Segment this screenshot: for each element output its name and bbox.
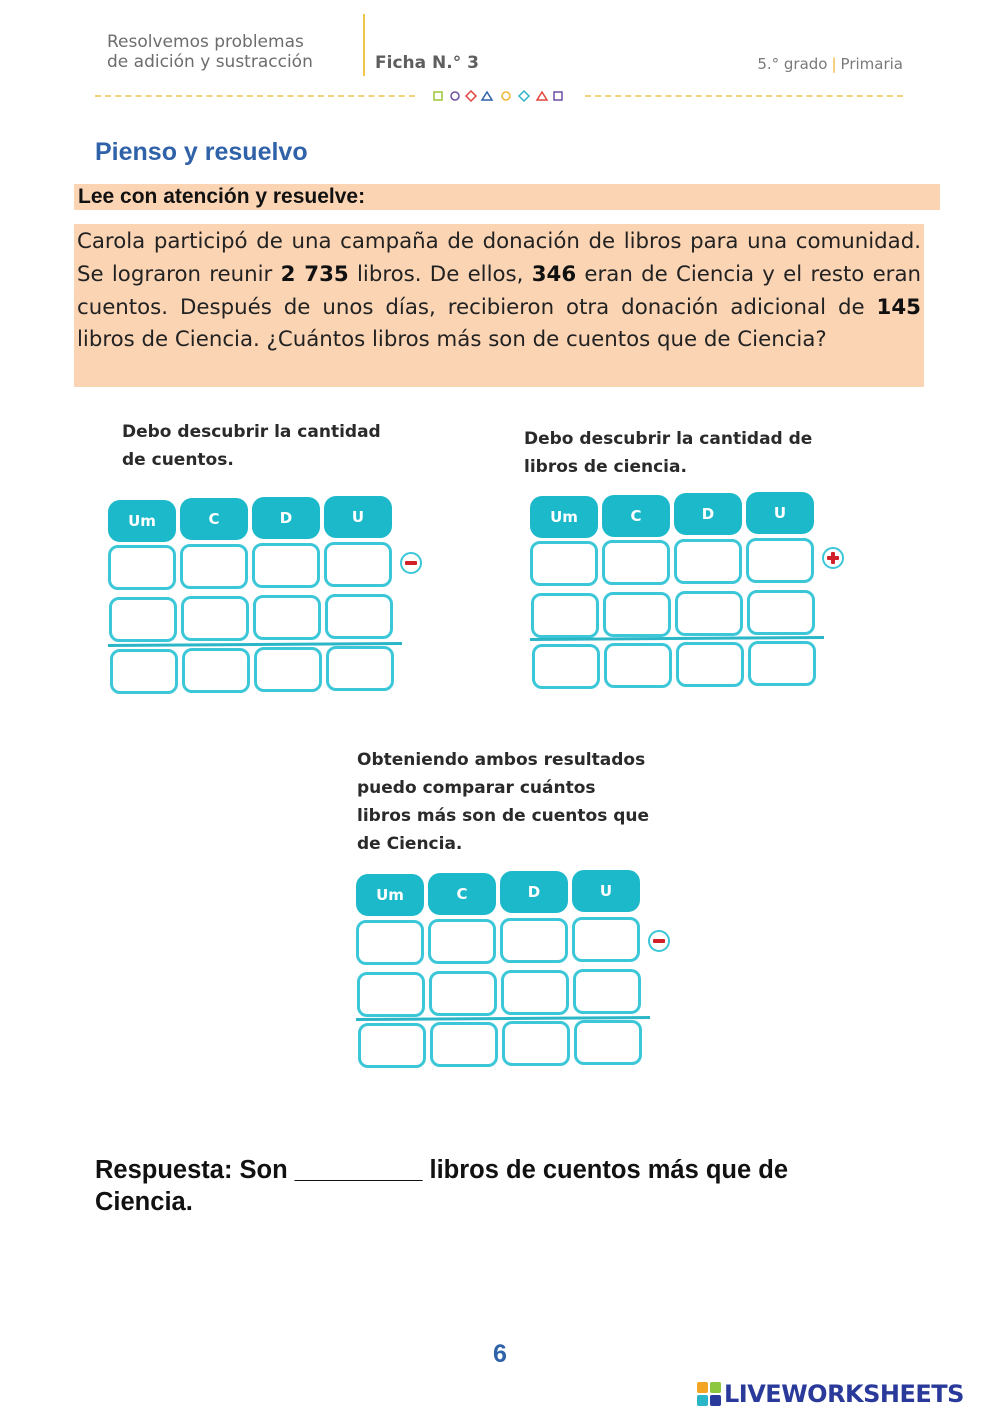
place-value-grid-compare [354,870,684,1080]
header-um: Um [108,500,176,542]
minus-icon [648,930,670,952]
answer-box[interactable] [358,1023,426,1068]
answer-box[interactable] [676,642,744,687]
header-dashed-line-right [585,95,903,97]
answer-box[interactable] [603,592,671,637]
header-c: C [428,873,496,915]
grade-level [720,55,903,73]
unit-title-line1: Resolvemos problemas [107,32,304,52]
unit-title [107,32,357,72]
header-u: U [324,496,392,538]
answer-box[interactable] [180,544,248,589]
header-d: D [500,871,568,913]
answer-box[interactable] [253,595,321,640]
liveworksheets-logo [697,1378,964,1410]
total-books-number: 2 735 [280,261,349,287]
minus-icon [400,552,422,574]
answer-box[interactable] [254,647,322,692]
header-um: Um [356,874,424,916]
header-d: D [252,497,320,539]
answer-box[interactable] [108,545,176,590]
level: Primaria [840,55,903,73]
answer-box[interactable] [574,1020,642,1065]
answer-box[interactable] [428,919,496,964]
problem-text-2: libros. De ellos, [348,261,532,287]
answer-box[interactable] [748,641,816,686]
header-u: U [746,492,814,534]
extra-science-books-number: 145 [876,294,921,320]
answer-sentence [95,1154,895,1218]
answer-box[interactable] [356,920,424,965]
header-um: Um [530,496,598,538]
answer-box[interactable] [110,649,178,694]
place-value-grid-ciencia [528,492,858,702]
section-title: Pienso y resuelvo [95,138,308,166]
header-u: U [572,870,640,912]
activity3-line4: de Ciencia. [357,834,463,854]
activity2-line2: libros de ciencia. [524,457,687,477]
header-d: D [674,493,742,535]
activity-label-compare [357,746,649,858]
sheet-number: Ficha N.° 3 [375,53,479,73]
activity1-line1: Debo descubrir la cantidad [122,422,381,442]
answer-box[interactable] [530,541,598,586]
answer-box[interactable] [430,1022,498,1067]
answer-box[interactable] [500,918,568,963]
header-c: C [602,495,670,537]
answer-box[interactable] [252,543,320,588]
answer-box[interactable] [531,593,599,638]
liveworksheets-icon [697,1382,721,1406]
answer-box[interactable] [502,1021,570,1066]
activity3-line1: Obteniendo ambos resultados [357,750,646,770]
header-divider [363,14,365,76]
decorative-shapes-icon [433,89,573,103]
science-books-number: 346 [531,261,577,287]
activity2-line1: Debo descubrir la cantidad de [524,429,813,449]
answer-box[interactable] [747,590,815,635]
activity-label-ciencia [524,425,812,481]
grade: 5.° grado [757,55,828,73]
answer-box[interactable] [573,969,641,1014]
answer-box[interactable] [746,538,814,583]
answer-box[interactable] [501,970,569,1015]
answer-box[interactable] [357,972,425,1017]
brand-name: LIVEWORKSHEETS [724,1380,964,1408]
answer-box[interactable] [572,917,640,962]
answer-box[interactable] [326,646,394,691]
answer-box[interactable] [181,596,249,641]
instruction-banner: Lee con atención y resuelve: [74,184,940,210]
activity3-line3: libros más son de cuentos que [357,806,650,826]
answer-box[interactable] [109,597,177,642]
answer-line1: Respuesta: Son _________ libros de cuentos más que de [95,1156,789,1184]
answer-box[interactable] [324,542,392,587]
answer-line2: Ciencia. [95,1188,193,1216]
answer-box[interactable] [429,971,497,1016]
answer-box[interactable] [532,644,600,689]
header-dashed-line-left [95,95,415,97]
answer-box[interactable] [675,591,743,636]
problem-statement [74,224,924,387]
problem-text-3: eran de Ciencia y el resto eran cuentos. Después de unos días, recibieron otra donación adicional de [77,261,921,320]
place-value-grid-cuentos [106,496,436,706]
header-c: C [180,498,248,540]
answer-box[interactable] [674,539,742,584]
activity-label-cuentos [122,418,381,474]
unit-title-line2: de adición y sustracción [107,52,313,72]
activity3-line2: puedo comparar cuántos [357,778,596,798]
plus-icon [822,547,844,569]
problem-text-1: Carola participó de una campaña de donación de libros para una comunidad. Se lograron reunir [77,229,921,287]
page-number: 6 [493,1340,507,1368]
answer-box[interactable] [325,594,393,639]
grade-separator: | [831,55,837,73]
answer-box[interactable] [604,643,672,688]
activity1-line2: de cuentos. [122,450,234,470]
answer-box[interactable] [602,540,670,585]
answer-box[interactable] [182,648,250,693]
problem-text-4: libros de Ciencia. ¿Cuántos libros más son de cuentos que de Ciencia? [77,327,827,353]
